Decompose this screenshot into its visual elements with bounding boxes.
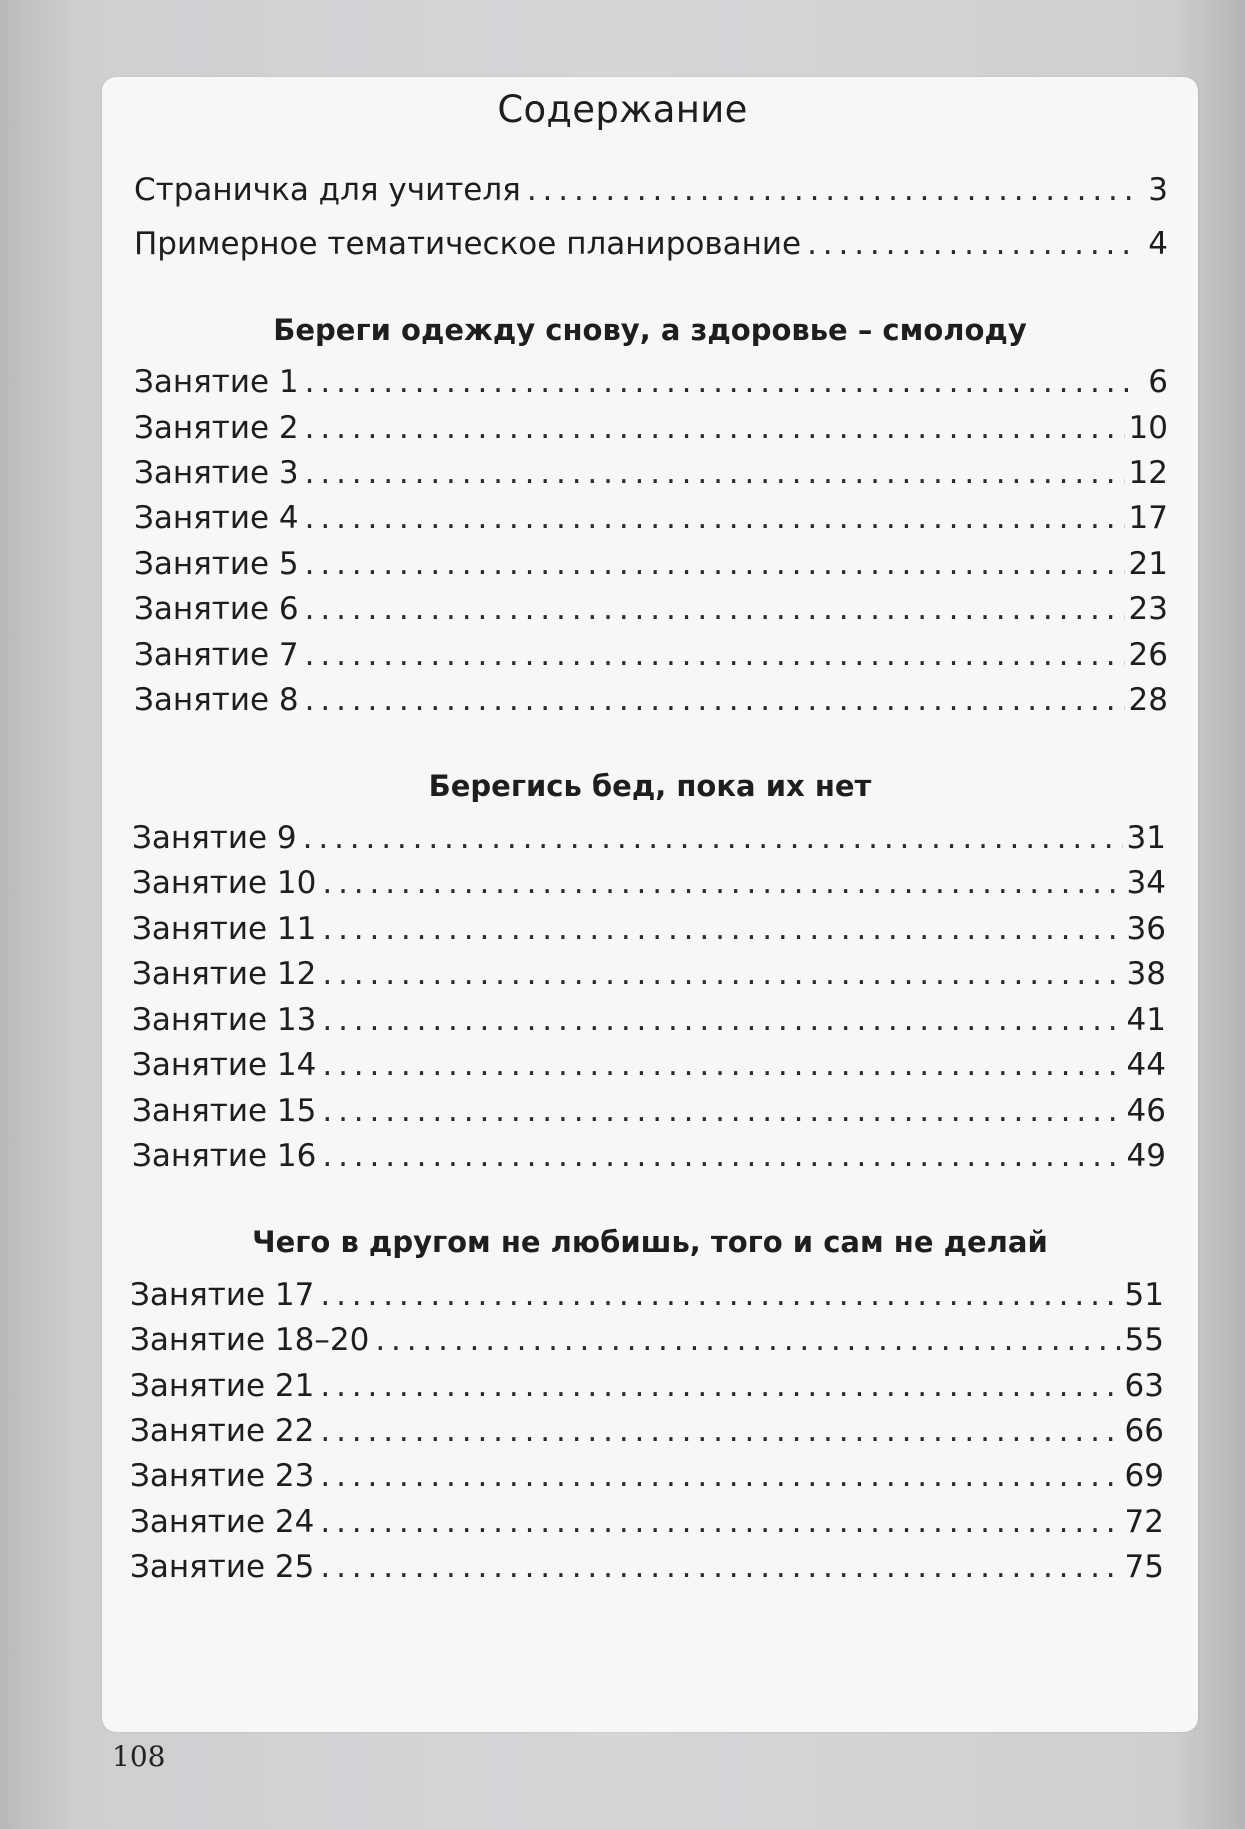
dot-leader [305,589,1125,629]
toc-entry [134,498,1168,538]
toc-entry-page: 26 [1128,637,1168,673]
toc-entry-label: Занятие 10 [132,865,317,901]
toc-entry-label: Занятие 25 [130,1549,315,1585]
dot-leader [305,408,1125,448]
dot-leader [305,544,1125,584]
toc-entry-page: 49 [1126,1138,1166,1174]
dot-leader [375,1320,1120,1360]
toc-entry-label: Занятие 1 [134,364,299,400]
toc-entry-page: 51 [1124,1277,1164,1313]
toc-entry-page: 41 [1126,1002,1166,1038]
dot-leader [305,453,1125,493]
dot-leader [303,818,1123,858]
toc-entry-label: Занятие 17 [130,1277,315,1313]
toc-entry [130,1502,1164,1542]
toc-entry [130,1411,1164,1451]
toc-entry-page: 69 [1124,1458,1164,1494]
dot-leader [320,1456,1120,1496]
toc-entry-page: 38 [1126,956,1166,992]
toc-entry [134,224,1168,264]
dot-leader [322,1045,1122,1085]
toc-entry [132,1136,1166,1176]
toc-entry-page: 6 [1148,364,1168,400]
dot-leader [322,1000,1122,1040]
toc-entry-label: Занятие 6 [134,591,299,627]
toc-entry-page: 28 [1128,682,1168,718]
toc-entry [132,954,1166,994]
toc-entry-page: 75 [1124,1549,1164,1585]
toc-entry-label: Занятие 13 [132,1002,317,1038]
dot-leader [322,909,1122,949]
toc-entry-label: Занятие 15 [132,1093,317,1129]
toc-entry [134,453,1168,493]
toc-entry-page: 12 [1128,455,1168,491]
toc-entry-label: Страничка для учителя [134,172,521,208]
toc-entry [130,1320,1164,1360]
toc-entry-page: 66 [1124,1413,1164,1449]
dot-leader [305,362,1140,402]
toc-entry-label: Занятие 24 [130,1504,315,1540]
toc-entry [134,170,1168,210]
dot-leader [305,635,1125,675]
toc-entry-label: Занятие 14 [132,1047,317,1083]
section-heading: Чего в другом не любишь, того и сам не делай [252,1225,1048,1259]
toc-entry [130,1275,1164,1315]
dot-leader [807,224,1140,264]
dot-leader [322,1136,1122,1176]
dot-leader [322,1091,1122,1131]
toc-entry [132,909,1166,949]
toc-entry [134,680,1168,720]
toc-entry-label: Занятие 18–20 [130,1322,370,1358]
toc-entry [132,1091,1166,1131]
toc-entry [134,589,1168,629]
toc-entry [134,362,1168,402]
dot-leader [320,1275,1120,1315]
dot-leader [320,1366,1120,1406]
toc-entry-page: 31 [1126,820,1166,856]
toc-entry [130,1366,1164,1406]
dot-leader [320,1502,1120,1542]
dot-leader [322,863,1122,903]
toc-entry-page: 46 [1126,1093,1166,1129]
toc-entry [134,635,1168,675]
toc-entry [130,1547,1164,1587]
toc-entry [132,863,1166,903]
toc-entry-page: 17 [1128,500,1168,536]
toc-entry [132,818,1166,858]
section-heading: Берегись бед, пока их нет [428,769,872,803]
toc-entry-label: Занятие 5 [134,546,299,582]
toc-entry-label: Занятие 16 [132,1138,317,1174]
toc-entry-label: Занятие 23 [130,1458,315,1494]
dot-leader [527,170,1140,210]
toc-entry-page: 36 [1126,911,1166,947]
toc-entry-label: Занятие 9 [132,820,297,856]
toc-entry [134,408,1168,448]
toc-entry-label: Занятие 7 [134,637,299,673]
toc-entry-label: Занятие 11 [132,911,317,947]
toc-entry [134,544,1168,584]
toc-entry [130,1456,1164,1496]
toc-entry-page: 44 [1126,1047,1166,1083]
toc-entry-page: 63 [1124,1368,1164,1404]
toc-entry-label: Занятие 12 [132,956,317,992]
toc-entry-page: 55 [1124,1322,1164,1358]
toc-entry-page: 10 [1128,410,1168,446]
toc-entry-page: 72 [1124,1504,1164,1540]
toc-entry-page: 3 [1148,172,1168,208]
toc-entry-label: Примерное тематическое планирование [134,226,802,262]
dot-leader [305,498,1125,538]
dot-leader [322,954,1122,994]
section-heading: Береги одежду снову, а здоровье – смолоду [273,313,1027,347]
toc-entry-page: 4 [1148,226,1168,262]
toc-entry-label: Занятие 4 [134,500,299,536]
dot-leader [320,1411,1120,1451]
page-title: Содержание [497,88,748,131]
toc-entry-page: 34 [1126,865,1166,901]
toc-entry-label: Занятие 8 [134,682,299,718]
dot-leader [305,680,1125,720]
toc-entry [132,1045,1166,1085]
toc-entry-page: 21 [1128,546,1168,582]
toc-entry-label: Занятие 21 [130,1368,315,1404]
page-number: 108 [112,1740,166,1773]
toc-entry-label: Занятие 2 [134,410,299,446]
toc-entry-label: Занятие 22 [130,1413,315,1449]
toc-entry-label: Занятие 3 [134,455,299,491]
toc-entry [132,1000,1166,1040]
dot-leader [320,1547,1120,1587]
toc-entry-page: 23 [1128,591,1168,627]
